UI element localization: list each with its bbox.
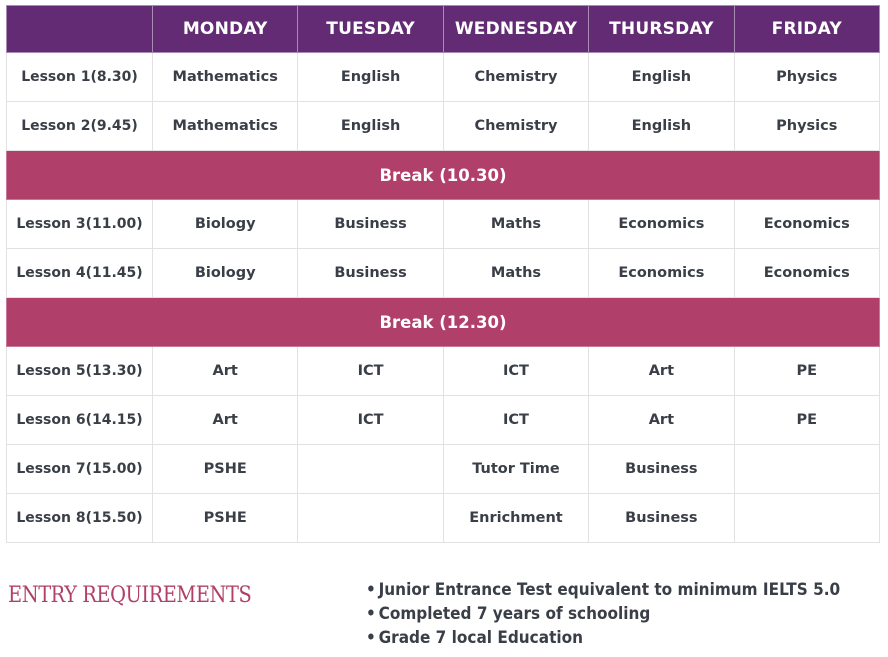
subject-cell: Chemistry bbox=[443, 102, 588, 151]
subject-cell: PSHE bbox=[153, 445, 298, 494]
subject-cell bbox=[298, 494, 443, 543]
subject-cell: Physics bbox=[734, 53, 879, 102]
subject-cell: Chemistry bbox=[443, 53, 588, 102]
entry-requirements-list bbox=[366, 578, 888, 650]
header-friday: FRIDAY bbox=[734, 6, 879, 53]
timetable bbox=[6, 5, 880, 543]
list-item bbox=[366, 626, 840, 650]
subject-cell: Tutor Time bbox=[443, 445, 588, 494]
lesson-label: Lesson 2(9.45) bbox=[7, 102, 153, 151]
subject-cell: Economics bbox=[734, 249, 879, 298]
table-row bbox=[7, 494, 880, 543]
header-wednesday: WEDNESDAY bbox=[443, 6, 588, 53]
subject-cell: Business bbox=[298, 249, 443, 298]
subject-cell bbox=[298, 445, 443, 494]
break-label: Break (10.30) bbox=[7, 151, 880, 200]
lesson-label: Lesson 7(15.00) bbox=[7, 445, 153, 494]
entry-requirements-title: ENTRY REQUIREMENTS bbox=[8, 583, 252, 608]
subject-cell bbox=[734, 494, 879, 543]
subject-cell: PE bbox=[734, 347, 879, 396]
subject-cell: Biology bbox=[153, 200, 298, 249]
subject-cell: English bbox=[298, 53, 443, 102]
subject-cell: ICT bbox=[298, 347, 443, 396]
header-tuesday: TUESDAY bbox=[298, 6, 443, 53]
subject-cell: Mathematics bbox=[153, 102, 298, 151]
subject-cell: Art bbox=[589, 396, 734, 445]
table-row bbox=[7, 102, 880, 151]
bullet-icon: • bbox=[366, 604, 376, 624]
timetable-header-row bbox=[7, 6, 880, 53]
table-row bbox=[7, 347, 880, 396]
break-row bbox=[7, 151, 880, 200]
header-corner bbox=[7, 6, 153, 53]
header-thursday: THURSDAY bbox=[589, 6, 734, 53]
subject-cell: ICT bbox=[443, 347, 588, 396]
lesson-label: Lesson 5(13.30) bbox=[7, 347, 153, 396]
table-row bbox=[7, 200, 880, 249]
subject-cell: PSHE bbox=[153, 494, 298, 543]
bullet-icon: • bbox=[366, 580, 376, 600]
subject-cell: Biology bbox=[153, 249, 298, 298]
subject-cell: ICT bbox=[443, 396, 588, 445]
table-row bbox=[7, 396, 880, 445]
table-row bbox=[7, 53, 880, 102]
header-monday: MONDAY bbox=[153, 6, 298, 53]
subject-cell: Economics bbox=[589, 200, 734, 249]
lesson-label: Lesson 4(11.45) bbox=[7, 249, 153, 298]
subject-cell: English bbox=[589, 102, 734, 151]
subject-cell: ICT bbox=[298, 396, 443, 445]
subject-cell: Business bbox=[589, 494, 734, 543]
lesson-label: Lesson 1(8.30) bbox=[7, 53, 153, 102]
subject-cell: Art bbox=[153, 347, 298, 396]
subject-cell bbox=[734, 445, 879, 494]
table-row bbox=[7, 249, 880, 298]
subject-cell: Art bbox=[589, 347, 734, 396]
subject-cell: Economics bbox=[734, 200, 879, 249]
subject-cell: Maths bbox=[443, 200, 588, 249]
break-label: Break (12.30) bbox=[7, 298, 880, 347]
lesson-label: Lesson 8(15.50) bbox=[7, 494, 153, 543]
subject-cell: Mathematics bbox=[153, 53, 298, 102]
subject-cell: Business bbox=[589, 445, 734, 494]
subject-cell: Physics bbox=[734, 102, 879, 151]
subject-cell: Business bbox=[298, 200, 443, 249]
lesson-label: Lesson 3(11.00) bbox=[7, 200, 153, 249]
requirement-text: Completed 7 years of schooling bbox=[378, 604, 651, 624]
break-row bbox=[7, 298, 880, 347]
subject-cell: English bbox=[589, 53, 734, 102]
subject-cell: Maths bbox=[443, 249, 588, 298]
subject-cell: Enrichment bbox=[443, 494, 588, 543]
list-item bbox=[366, 578, 840, 602]
bullet-icon: • bbox=[366, 628, 376, 648]
subject-cell: Economics bbox=[589, 249, 734, 298]
subject-cell: PE bbox=[734, 396, 879, 445]
requirement-text: Junior Entrance Test equivalent to minimum IELTS 5.0 bbox=[378, 580, 841, 600]
list-item bbox=[366, 602, 840, 626]
table-row bbox=[7, 445, 880, 494]
requirement-text: Grade 7 local Education bbox=[378, 628, 584, 648]
subject-cell: English bbox=[298, 102, 443, 151]
subject-cell: Art bbox=[153, 396, 298, 445]
lesson-label: Lesson 6(14.15) bbox=[7, 396, 153, 445]
